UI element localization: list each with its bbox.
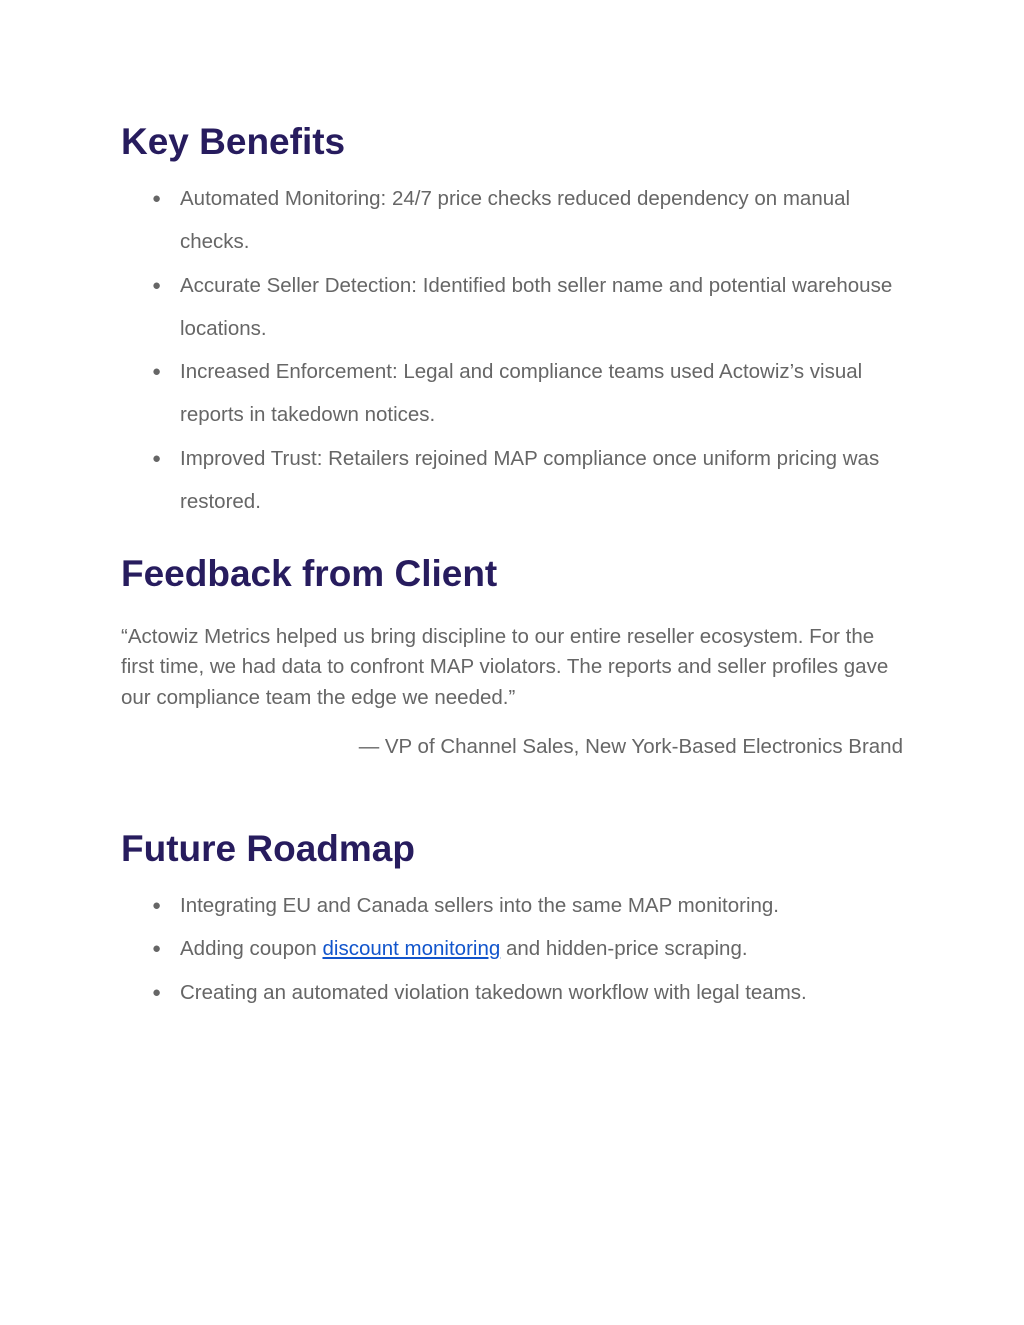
bullet-icon: ● — [152, 449, 162, 467]
list-item — [121, 264, 911, 351]
future-roadmap-list — [121, 884, 911, 1014]
list-item — [121, 437, 911, 524]
bullet-icon: ● — [152, 363, 162, 381]
list-item-text-before-link: Adding coupon — [180, 937, 323, 961]
list-item-text-after-link: and hidden-price scraping. — [500, 937, 748, 961]
key-benefits-list — [121, 177, 911, 523]
key-benefits-heading: Key Benefits — [121, 121, 346, 162]
discount-monitoring-link[interactable]: discount monitoring — [322, 937, 501, 961]
list-item-text: Accurate Seller Detection: Identified both seller name and potential warehouse locations. — [180, 273, 893, 340]
future-roadmap-heading: Future Roadmap — [121, 828, 415, 869]
quote-attribution: — VP of Channel Sales, New York-Based Electronics Brand — [358, 735, 903, 758]
feedback-heading: Feedback from Client — [121, 553, 498, 594]
list-item-text: Integrating EU and Canada sellers into the same MAP monitoring. — [180, 894, 780, 917]
bullet-icon: ● — [152, 276, 162, 294]
list-item-text: Creating an automated violation takedown workflow with legal teams. — [180, 980, 807, 1004]
list-item — [121, 350, 911, 437]
bullet-icon: ● — [152, 983, 162, 1001]
list-item — [121, 177, 911, 264]
list-item-text: Automated Monitoring: 24/7 price checks reduced dependency on manual checks. — [180, 187, 851, 254]
list-item — [121, 971, 911, 1014]
list-item-text: Improved Trust: Retailers rejoined MAP compliance once uniform pricing was restored. — [180, 446, 880, 514]
client-quote: “Actowiz Metrics helped us bring discipline to our entire reseller ecosystem. For the first time, we had data to confront MAP violators. The reports and seller profiles gave our compliance team the edge we needed.” — [121, 625, 889, 709]
bullet-icon: ● — [152, 190, 162, 207]
list-item-text: Increased Enforcement: Legal and compliance teams used Actowiz’s visual reports in takedown notices. — [180, 360, 863, 427]
list-item — [121, 884, 911, 927]
list-item — [121, 927, 911, 970]
bullet-icon: ● — [152, 897, 162, 914]
bullet-icon: ● — [152, 940, 162, 958]
